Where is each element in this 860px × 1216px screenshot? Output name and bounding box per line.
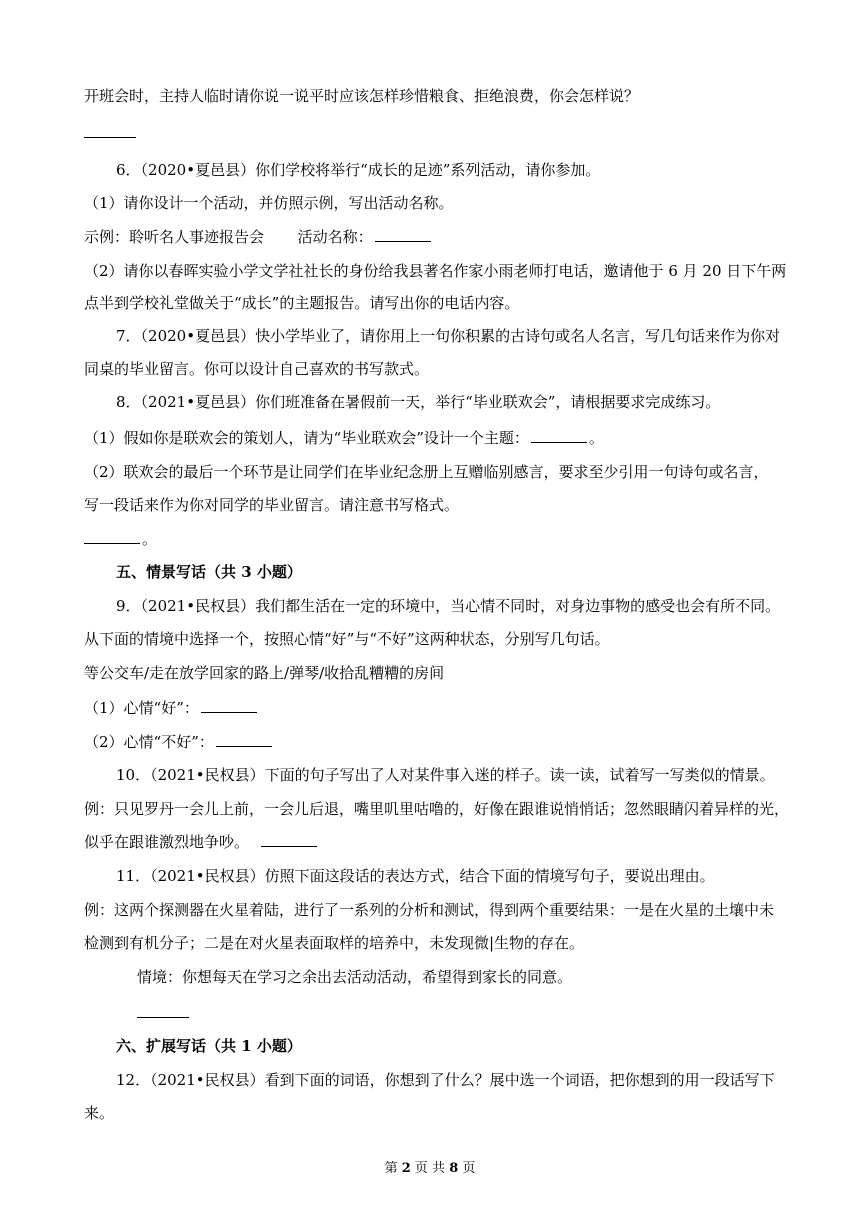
example-cont-text: 似乎在跟谁激烈地争吵。	[84, 833, 250, 851]
question-11-example-cont: 检测到有机分子；二是在对火星表面取样的培养中，未发现微|生物的存在。	[84, 934, 585, 952]
answer-blank	[261, 832, 317, 847]
total-pages: 8	[449, 1161, 459, 1176]
question-6-example	[84, 227, 433, 247]
activity-name-label: 活动名称：	[297, 228, 373, 246]
page-number: 2	[401, 1161, 411, 1176]
footer-middle: 页 共	[414, 1161, 446, 1176]
part-label: （2）心情“不好”：	[84, 733, 214, 751]
question-11-example: 例：这两个探测器在火星着陆，进行了一系列的分析和测试，得到两个重要结果：一是在火星的土壤中未	[84, 901, 775, 919]
question-6-part-1: （1）请你设计一个活动，并仿照示例，写出活动名称。	[84, 194, 454, 212]
question-12-cont: 来。	[84, 1104, 115, 1122]
question-10-example: 例：只见罗丹一会儿上前，一会儿后退，嘴里叽里咕噜的，好像在跟谁说悄悄话；忽然眼睛闪着异样的光，	[84, 800, 790, 818]
part-label: （1）心情“好”：	[84, 699, 199, 717]
question-7: 7．（2020•夏邑县）快小学毕业了，请你用上一句你积累的古诗句或名人名言，写几句话来作为你对	[116, 327, 781, 345]
question-10-example-cont	[84, 832, 319, 852]
answer-blank	[216, 732, 272, 747]
question-9: 9．（2021•民权县）我们都生活在一定的环境中，当心情不同时，对身边事物的感受也会有所不同。	[116, 597, 781, 615]
example-text: 示例：聆听名人事迹报告会	[84, 228, 265, 246]
question-12: 12．（2021•民权县）看到下面的词语，你想到了什么？展中选一个词语，把你想到的用一段话写下	[116, 1071, 775, 1089]
text-line: 开班会时，主持人临时请你说一说平时应该怎样珍惜粮食、拒绝浪费，你会怎样说？	[84, 87, 640, 105]
answer-rule	[137, 1017, 189, 1018]
answer-blank	[201, 698, 257, 713]
question-6-part-2-cont: 点半到学校礼堂做关于“成长”的主题报告。请写出你的电话内容。	[84, 294, 520, 312]
answer-blank	[84, 529, 140, 544]
period: 。	[588, 429, 604, 447]
question-8-part-1	[84, 428, 604, 448]
question-9-part-1	[84, 698, 259, 718]
section-5-heading: 五、情景写话（共 3 小题）	[116, 563, 302, 581]
period: 。	[142, 530, 158, 548]
answer-blank	[531, 428, 587, 443]
page-footer	[0, 1160, 860, 1178]
question-9-scenarios: 等公交车/走在放学回家的路上/弹琴/收拾乱糟糟的房间	[84, 664, 445, 682]
question-8-answer	[84, 529, 157, 549]
footer-suffix: 页	[462, 1161, 476, 1176]
answer-blank	[375, 227, 431, 242]
question-9-part-2	[84, 732, 274, 752]
question-11-scenario: 情境：你想每天在学习之余出去活动活动，希望得到家长的同意。	[137, 968, 573, 986]
question-6-part-2: （2）请你以春晖实验小学文学社社长的身份给我县著名作家小雨老师打电话，邀请他于 6 月 20 日下午两	[84, 262, 787, 280]
answer-rule	[84, 137, 136, 138]
question-6: 6．（2020•夏邑县）你们学校将举行“成长的足迹”系列活动，请你参加。	[116, 161, 601, 179]
question-11: 11．（2021•民权县）仿照下面这段话的表达方式，结合下面的情境写句子，要说出理由。	[116, 867, 715, 885]
section-6-heading: 六、扩展写话（共 1 小题）	[116, 1037, 302, 1055]
question-8: 8．（2021•夏邑县）你们班准备在暑假前一天，举行“毕业联欢会”，请根据要求完成练习。	[116, 393, 721, 411]
question-10: 10．（2021•民权县）下面的句子写出了人对某件事入迷的样子。读一读，试着写一写类似的情景。	[116, 766, 775, 784]
footer-prefix: 第	[384, 1161, 398, 1176]
question-8-part-2: （2）联欢会的最后一个环节是让同学们在毕业纪念册上互赠临别感言，要求至少引用一句诗句或名言，	[84, 463, 769, 481]
part-1-text: （1）假如你是联欢会的策划人，请为“毕业联欢会”设计一个主题：	[84, 429, 529, 447]
question-8-part-2-cont: 写一段话来作为你对同学的毕业留言。请注意书写格式。	[84, 496, 460, 514]
question-9-cont: 从下面的情境中选择一个，按照心情“好”与“不好”这两种状态，分别写几句话。	[84, 630, 610, 648]
question-7-cont: 同桌的毕业留言。你可以设计自己喜欢的书写款式。	[84, 360, 430, 378]
